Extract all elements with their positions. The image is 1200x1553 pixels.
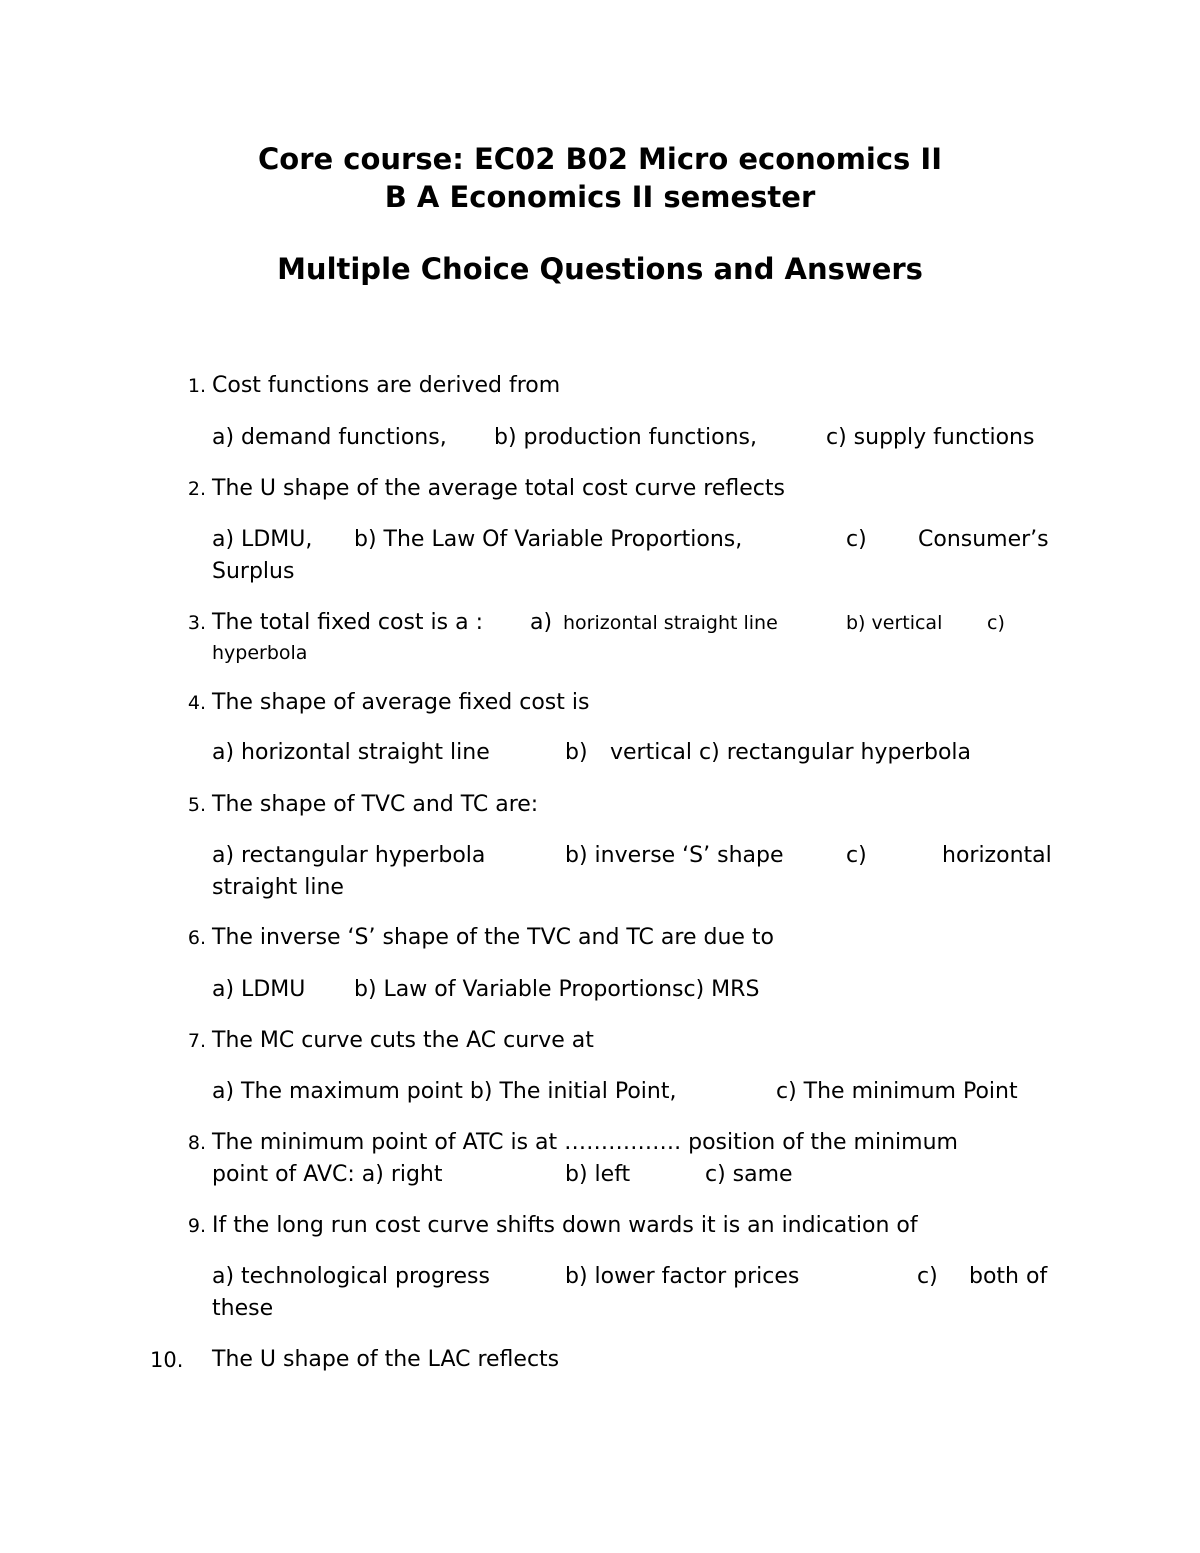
- option-a: a) technological progress: [212, 1264, 490, 1289]
- option-b: b) production functions,: [494, 425, 757, 450]
- option-b: b) vertical: [846, 612, 943, 634]
- option-a: a) LDMU,: [212, 527, 313, 552]
- option-c: c) same: [705, 1162, 793, 1187]
- option-a: horizontal straight line: [563, 612, 778, 634]
- option-c: c): [846, 527, 867, 552]
- question-number: 2.: [187, 478, 206, 500]
- question-stem: The shape of TVC and TC are:: [212, 792, 539, 817]
- option-c: c) supply functions: [826, 425, 1035, 450]
- option-b-c: b) Law of Variable Proportionsc) MRS: [354, 977, 760, 1002]
- question-number: 3.: [187, 612, 206, 634]
- question-stem-continued: point of AVC: a) right: [212, 1162, 443, 1187]
- section-title: Multiple Choice Questions and Answers: [277, 252, 923, 286]
- question-number: 4.: [187, 692, 206, 714]
- question-number: 6.: [187, 927, 206, 949]
- question-number: 5.: [187, 794, 206, 816]
- option-b-c-text: vertical c) rectangular hyperbola: [610, 740, 972, 765]
- option-c: c) The minimum Point: [776, 1079, 1018, 1104]
- option-b: b) The Law Of Variable Proportions,: [354, 527, 743, 552]
- option-b: b) left: [565, 1162, 631, 1187]
- semester-title: B A Economics II semester: [384, 180, 816, 214]
- option-c-continued: straight line: [212, 875, 344, 900]
- question-number: 8.: [187, 1132, 206, 1154]
- option-c: c): [846, 843, 867, 868]
- option-c-text: horizontal: [942, 843, 1052, 868]
- question-stem: Cost functions are derived from: [212, 373, 561, 398]
- question-stem: If the long run cost curve shifts down wards it is an indication of: [212, 1213, 918, 1238]
- option-c: c): [987, 612, 1005, 634]
- option-a: a) horizontal straight line: [212, 740, 490, 765]
- option-b: b) lower factor prices: [565, 1264, 800, 1289]
- option-c: c): [917, 1264, 938, 1289]
- option-c-text: hyperbola: [212, 642, 308, 664]
- course-title: Core course: EC02 B02 Micro economics II: [257, 142, 942, 176]
- option-b: b) inverse ‘S’ shape: [565, 843, 784, 868]
- question-number: 9.: [187, 1215, 206, 1237]
- option-c-text: both of: [969, 1264, 1048, 1289]
- question-stem: The minimum point of ATC is at ……………. position of the minimum: [212, 1130, 958, 1155]
- question-number: 10.: [150, 1348, 184, 1372]
- question-stem: The MC curve cuts the AC curve at: [212, 1028, 594, 1053]
- question-stem: The inverse ‘S’ shape of the TVC and TC are due to: [212, 925, 774, 950]
- question-stem: The total fixed cost is a :: [212, 610, 483, 635]
- option-c-continued: Surplus: [212, 559, 295, 584]
- question-number: 7.: [187, 1030, 206, 1052]
- option-b: b): [565, 740, 588, 765]
- option-a-label: a): [530, 610, 553, 635]
- option-c-continued: these: [212, 1296, 274, 1321]
- option-c-text: Consumer’s: [918, 527, 1049, 552]
- option-a: a) rectangular hyperbola: [212, 843, 486, 868]
- option-a: a) demand functions,: [212, 425, 447, 450]
- option-a: a) LDMU: [212, 977, 306, 1002]
- question-stem: The U shape of the average total cost curve reflects: [212, 476, 785, 501]
- question-stem: The U shape of the LAC reflects: [212, 1347, 560, 1372]
- question-stem: The shape of average fixed cost is: [212, 690, 590, 715]
- question-number: 1.: [187, 375, 206, 397]
- option-a-b: a) The maximum point b) The initial Point,: [212, 1079, 677, 1104]
